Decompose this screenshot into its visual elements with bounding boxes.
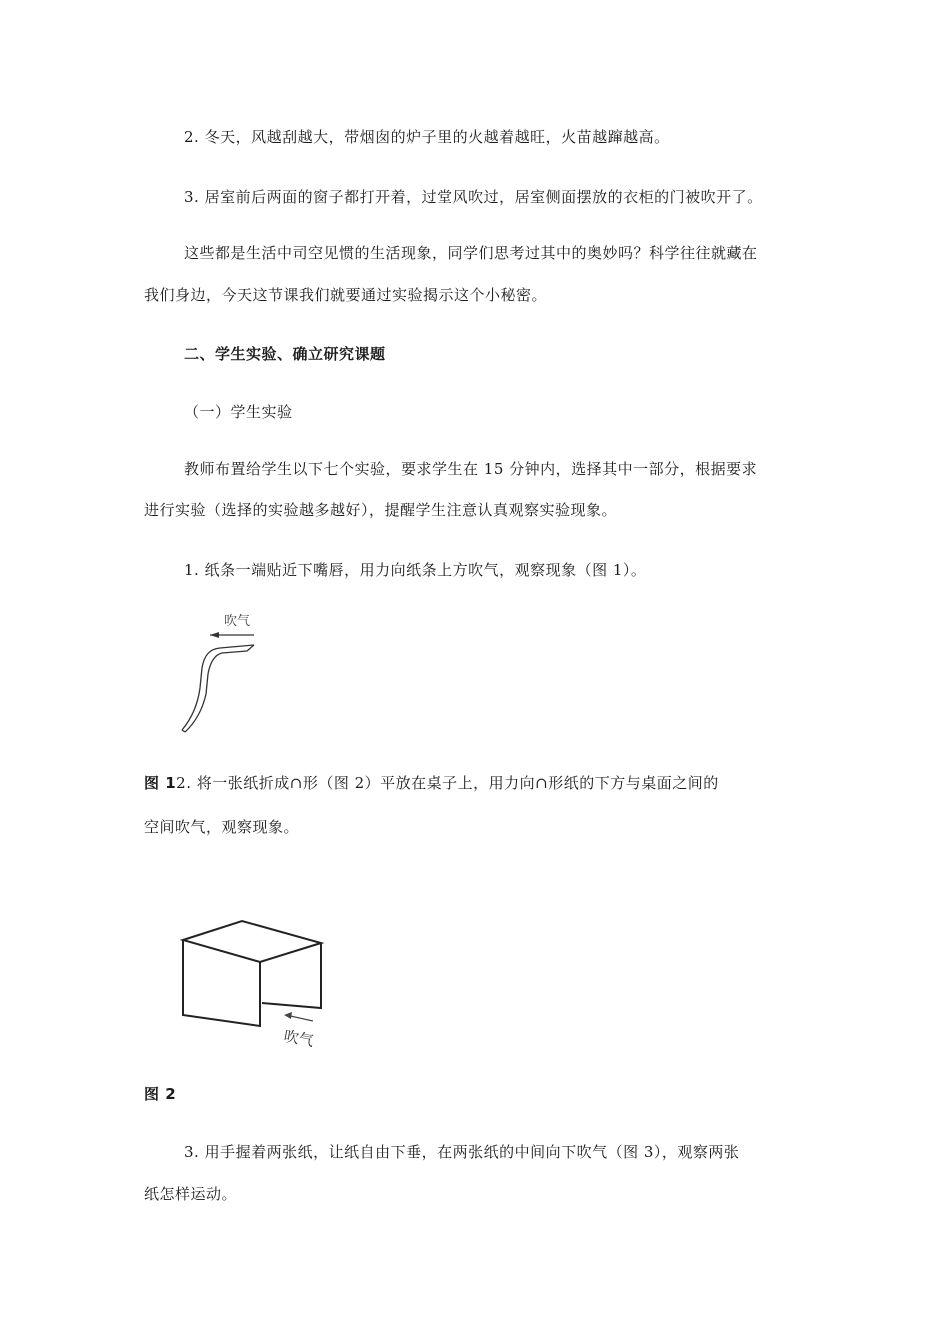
- figure-2-folded-paper: [176, 918, 336, 1050]
- figure-1-caption: 吹气: [224, 614, 251, 629]
- paragraph-task-line2: 进行实验（选择的实验越多越好），提醒学生注意认真观察实验现象。: [144, 501, 618, 519]
- figure-2-label: 图 2: [144, 1085, 177, 1103]
- paragraph-task-line1: 教师布置给学生以下七个实验，要求学生在 15 分钟内，选择其中一部分，根据要求: [184, 460, 758, 478]
- arrow-head-icon: [284, 1012, 292, 1019]
- paragraph-example-3: 3. 居室前后两面的窗子都打开着，过堂风吹过，居室侧面摆放的衣柜的门被吹开了。: [184, 188, 763, 206]
- figure-1-paper-strip: [176, 608, 266, 736]
- paragraph-example-2: 2. 冬天，风越刮越大，带烟囱的炉子里的火越着越旺，火苗越蹿越高。: [184, 128, 670, 146]
- subsection-heading: （一）学生实验: [184, 403, 293, 421]
- experiment-1-text: 1. 纸条一端贴近下嘴唇，用力向纸条上方吹气，观察现象（图 1）。: [184, 561, 647, 579]
- section-heading: 二、学生实验、确立研究课题: [184, 345, 386, 363]
- experiment-2-text: 2. 将一张纸折成∩形（图 2）平放在桌子上，用力向∩形纸的下方与桌面之间的: [176, 774, 719, 792]
- arrow-head-icon: [210, 632, 219, 638]
- figure-1-label: 图 1: [144, 774, 177, 792]
- experiment-3-line2: 纸怎样运动。: [144, 1185, 238, 1203]
- paragraph-intro-line2: 我们身边，今天这节课我们就要通过实验揭示这个小秘密。: [144, 286, 548, 304]
- experiment-3-line1: 3. 用手握着两张纸，让纸自由下垂，在两张纸的中间向下吹气（图 3），观察两张: [184, 1143, 740, 1161]
- figure-2-caption: 吹气: [282, 1027, 316, 1050]
- experiment-2-line1: [144, 773, 719, 793]
- experiment-2-line2: 空间吹气，观察现象。: [144, 818, 300, 836]
- paragraph-intro-line1: 这些都是生活中司空见惯的生活现象，同学们思考过其中的奥妙吗？科学往往就藏在: [184, 244, 758, 262]
